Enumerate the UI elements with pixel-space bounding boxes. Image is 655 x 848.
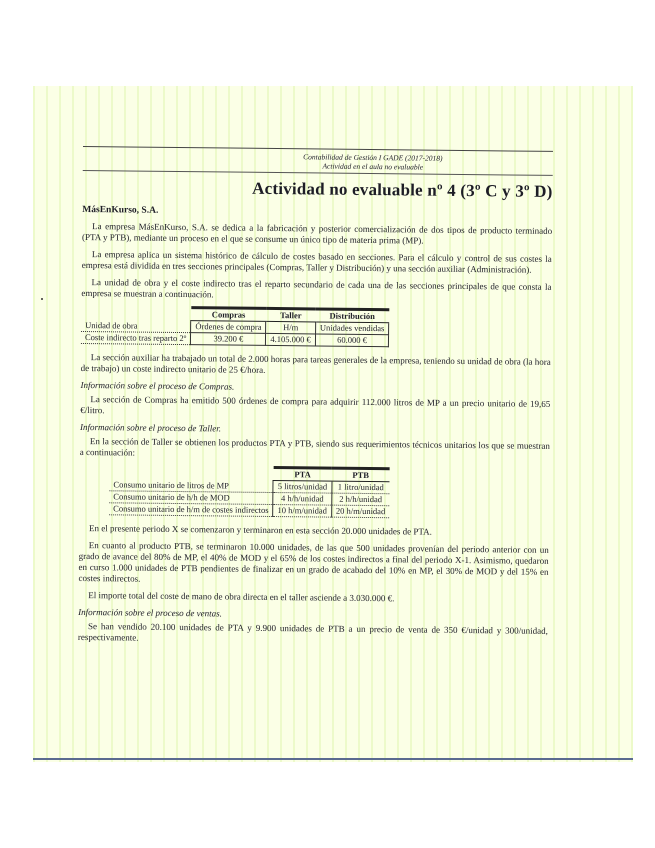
table2-header-ptb: PTB (332, 468, 390, 482)
table2-cell: 5 litros/unidad (273, 481, 331, 494)
table2-row-label: Consumo unitario de litros de MP (109, 479, 273, 493)
requirements-table (109, 464, 390, 518)
paragraph-sections-intro: La unidad de obra y el coste indirecto tras el reparto secundario de cada una de las secciones principales de que consta la empresa se muestran a continuación. (81, 277, 552, 300)
table1-cell: 4.105.000 € (266, 333, 315, 346)
table1-header-empty (81, 306, 191, 320)
table2-header-pta: PTA (273, 468, 331, 482)
table2-row-label: Consumo unitario de h/m de costes indirectos (109, 503, 273, 517)
paragraph-mod-cost: El importe total del coste de mano de obra directa en el taller asciende a 3.030.000 €. (88, 590, 395, 604)
sheet-bottom-line (33, 758, 633, 760)
paragraph-pta-production: En el presente periodo X se comenzaron y terminaron en esta sección 20.000 unidades de PTA. (88, 523, 432, 537)
paragraph-ventas: Se han vendido 20.100 unidades de PTA y 9.900 unidades de PTB a un precio de venta de 350 €/unidad y 300/unidad, respectivamente. (77, 621, 549, 643)
section-heading-taller: Información sobre el proceso de Taller. (80, 421, 222, 434)
document-content (78, 146, 553, 654)
paragraph-taller: En la sección de Taller se obtienen los productos PTA y PTB, siendo sus requerimientos técnicos unitarios los que se muestran a continuación: (79, 436, 550, 458)
table2-cell: 1 litro/unidad (332, 481, 390, 494)
table2-cell: 2 h/h/unidad (331, 493, 389, 506)
table2-cell: 20 h/m/unidad (331, 505, 389, 518)
table1-row-label: Unidad de obra (81, 319, 191, 332)
paragraph-intro: La empresa MásEnKurso, S.A. se dedica a la fabricación y posterior comercialización de dos tipos de producto terminado (PTA y PTB), mediante un proceso en el que se consume un único tipo de materia prima (MP). (81, 221, 553, 246)
sections-table (81, 305, 390, 347)
table1-header-distribucion: Distribución (315, 309, 389, 323)
table1-row-label: Coste indirecto tras reparto 2º (81, 331, 191, 344)
page-title: Actividad no evaluable nº 4 (3º C y 3º D) (252, 178, 553, 201)
table1-cell: 39.200 € (191, 333, 266, 346)
table1-header-taller: Taller (266, 308, 316, 322)
section-heading-compras: Información sobre el proceso de Compras. (80, 379, 235, 392)
table2-cell: 10 h/m/unidad (273, 505, 331, 518)
table1-header-compras: Compras (191, 308, 266, 322)
paper-sheet (33, 86, 633, 762)
paragraph-auxiliary: La sección auxiliar ha trabajado un total de 2.000 horas para tareas generales de la empresa, teniendo su unidad de obra (la hora de trabajo) un coste indirecto unitario de 25 €/hora. (80, 352, 551, 375)
table1-cell: Órdenes de compra (191, 321, 266, 334)
paragraph-cost-system: La empresa aplica un sistema histórico de cálculo de costes basado en secciones. Para el cálculo y control de sus costes la empresa está dividida en tres secciones principales (Compras, Taller y Distribución) y una sección auxiliar (Administración). (81, 249, 552, 275)
table-row (109, 503, 389, 518)
table1-cell: H/m (266, 321, 315, 334)
table2-cell: 4 h/h/unidad (273, 493, 331, 506)
course-header: Contabilidad de Gestión I GADE (2017-2018) (303, 152, 443, 163)
requirements-table-wrap (79, 464, 550, 520)
table-row (81, 331, 389, 346)
header-rule (83, 146, 553, 152)
activity-note: Actividad en el aula no evaluable (322, 161, 424, 172)
sections-table-wrap (81, 305, 551, 349)
table2-row-label: Consumo unitario de h/h de MOD (109, 491, 273, 505)
paragraph-compras: La sección de Compras ha emitido 500 órdenes de compra para adquirir 112.000 litros de MP a un precio unitario de 19,65 €/litro. (80, 394, 551, 416)
section-heading-ventas: Información sobre el proceso de ventas. (78, 606, 222, 619)
margin-dot (41, 298, 43, 300)
table1-cell: 60.000 € (315, 334, 389, 347)
company-name: MásEnKurso, S.A. (82, 204, 159, 216)
table1-cell: Unidades vendidas (315, 322, 389, 335)
paragraph-ptb-production: En cuanto al producto PTB, se terminaron 10.000 unidades, de las que 500 unidades provenían del periodo anterior con un grado de avance del 80% de MP, el 40% de MOD y el 65% de los costes indirectos a final del periodo X-1. Asimismo, quedaron en curso 1.000 unidades de PTB pendientes de finalizar en un grado de acabado del 10% en MP, el 30% de MOD y del 15% en costes indirectos. (78, 540, 549, 584)
